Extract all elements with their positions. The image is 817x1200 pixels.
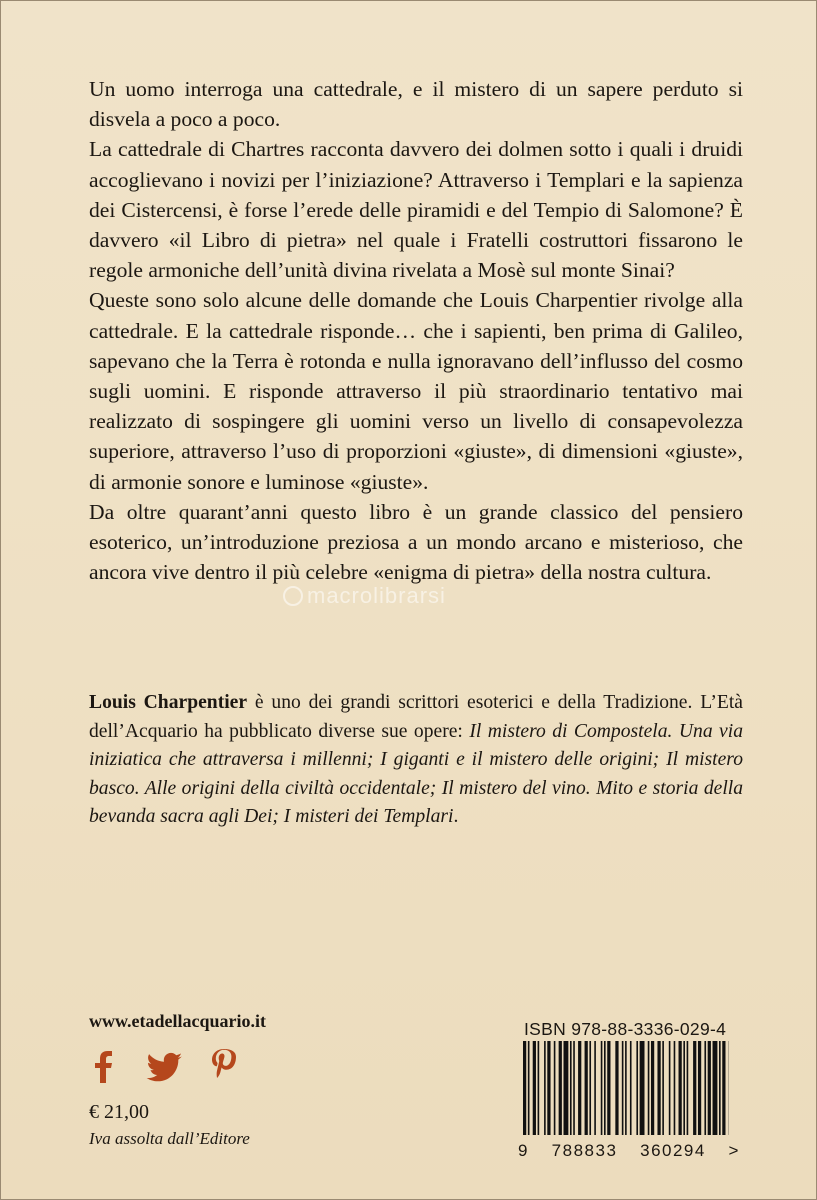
social-links xyxy=(87,1041,241,1087)
barcode-bar xyxy=(564,1041,569,1135)
barcode-bar xyxy=(704,1041,706,1135)
watermark-text: macrolibrarsi xyxy=(307,583,446,608)
blurb-paragraph: Queste sono solo alcune delle domande che Louis Charpentier rivolge alla cattedrale. E la cattedrale risponde… che i sapienti, ben prima di Galileo, sapevano che la Terra è rotonda e nulla ignoravano dell’influsso del cosmo sugli uomini. E risponde attraverso il più straordinario tentativo mai realizzato di sospingere gli uomini verso un livello di consapevolezza superiore, attraverso l’uso di proporzioni «giuste», di dimensioni «giuste», di armonie sonore e luminose «giuste». xyxy=(89,288,743,494)
author-end: . xyxy=(453,806,459,827)
blurb-paragraph: Da oltre quarant’anni questo libro è un grande classico del pensiero esoterico, un’introduzione preziosa a un mondo arcano e misterioso, che ancora vive dentro il più celebre «enigma di pietra» della nostra cultura. xyxy=(89,499,743,585)
barcode-bar xyxy=(604,1041,606,1135)
barcode-bar xyxy=(713,1041,718,1135)
barcode-bar xyxy=(554,1041,556,1135)
isbn-label: ISBN 978-88-3336-029-4 xyxy=(524,1019,727,1039)
vat-note: Iva assolta dall’Editore xyxy=(89,1129,250,1148)
barcode-bar xyxy=(622,1041,624,1135)
barcode-bar xyxy=(722,1041,725,1135)
blurb-text xyxy=(89,74,743,587)
barcode-bar xyxy=(607,1041,610,1135)
publisher-website[interactable]: www.etadellacquario.it xyxy=(89,1011,266,1031)
barcode-bar xyxy=(625,1041,627,1135)
barcode-bar xyxy=(636,1041,638,1135)
barcode-bar xyxy=(523,1041,526,1135)
barcode xyxy=(521,1041,729,1135)
watermark xyxy=(283,583,446,609)
author-bio xyxy=(89,689,743,832)
barcode-bar xyxy=(662,1041,664,1135)
barcode-bar xyxy=(585,1041,588,1135)
barcode-bar xyxy=(648,1041,650,1135)
barcode-bar xyxy=(578,1041,581,1135)
barcode-bar xyxy=(708,1041,711,1135)
barcode-bar xyxy=(538,1041,540,1135)
author-name: Louis Charpentier xyxy=(89,692,248,713)
barcode-bar xyxy=(533,1041,536,1135)
barcode-bar xyxy=(669,1041,671,1135)
barcode-bar xyxy=(615,1041,618,1135)
author-intro: è uno dei grandi scrittori esoterici e della Tradizione. L’Età dell’Acquario ha pubblicato diverse sue opere: xyxy=(89,692,744,742)
barcode-bar xyxy=(601,1041,603,1135)
barcode-bar xyxy=(570,1041,572,1135)
barcode-bar xyxy=(687,1041,689,1135)
barcode-bar xyxy=(528,1041,530,1135)
barcode-bar xyxy=(674,1041,676,1135)
barcode-bar xyxy=(719,1041,721,1135)
barcode-bar xyxy=(559,1041,562,1135)
isbn-digits-left: 788833 xyxy=(551,1141,618,1160)
barcode-bar xyxy=(693,1041,696,1135)
barcode-bar xyxy=(594,1041,596,1135)
barcode-bar xyxy=(573,1041,575,1135)
barcode-bar xyxy=(657,1041,660,1135)
barcode-bar xyxy=(547,1041,550,1135)
blurb-paragraph: La cattedrale di Chartres racconta davvero dei dolmen sotto i quali i druidi accoglievano i novizi per l’iniziazione? Attraverso i Templari e la sapienza dei Cistercensi, è forse l’erede delle piramidi e del Tempio di Salomone? È davvero «il Libro di pietra» nel quale i Fratelli costruttori fissarono le regole armoniche dell’unità divina rivelata a Mosè sul monte Sinai? xyxy=(89,137,743,283)
barcode-bar xyxy=(589,1041,591,1135)
isbn-digits xyxy=(518,1141,740,1161)
isbn-digits-right: 360294 xyxy=(640,1141,706,1160)
price: € 21,00 xyxy=(89,1101,149,1123)
barcode-bar xyxy=(679,1041,682,1135)
isbn-digit-prefix: 9 xyxy=(518,1141,529,1160)
author-bio-paragraph xyxy=(89,689,743,832)
barcode-bar xyxy=(651,1041,654,1135)
watermark-logo-icon xyxy=(283,586,303,606)
barcode-bar xyxy=(640,1041,645,1135)
facebook-icon[interactable] xyxy=(87,1041,121,1087)
author-works: Il mistero di Compostela. Una via iniziatica che attraversa i millenni; I giganti e il mistero delle origini; Il mistero basco. Alle origini della civiltà occidentale; Il mistero del vino. Mito e storia della bevanda sacra agli Dei; I misteri dei Templari xyxy=(89,720,743,827)
twitter-icon[interactable] xyxy=(143,1041,185,1087)
pinterest-icon[interactable] xyxy=(207,1041,241,1087)
barcode-bar xyxy=(544,1041,546,1135)
blurb-paragraph: Un uomo interroga una cattedrale, e il mistero di un sapere perduto si disvela a poco a poco. xyxy=(89,77,743,132)
barcode-bar xyxy=(630,1041,632,1135)
barcode-bar xyxy=(683,1041,685,1135)
isbn-digit-quiet-mark: > xyxy=(728,1141,740,1160)
barcode-bar xyxy=(698,1041,701,1135)
